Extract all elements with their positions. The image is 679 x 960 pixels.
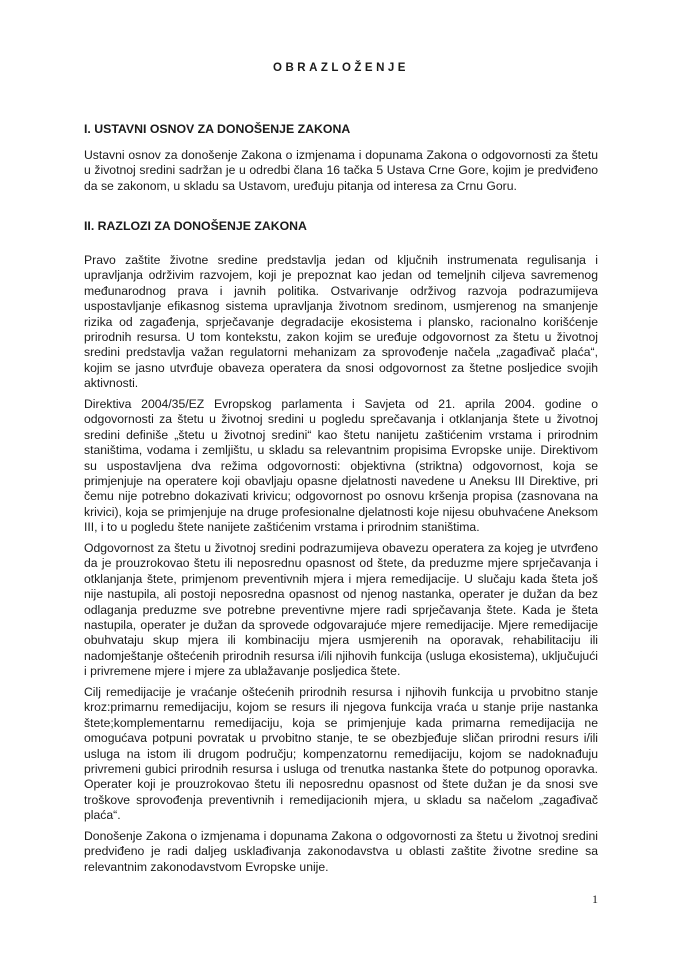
section-heading-ustavni-osnov: I. USTAVNI OSNOV ZA DONOŠENJE ZAKONA xyxy=(84,122,351,136)
paragraph-donosenje-zakona: Donošenje Zakona o izmjenama i dopunama Zakona o odgovornosti za štetu u životnoj sredini predviđeno je radi daljeg usklađivanja zakonodavstva u oblasti zaštite životne sredine sa relevantnim zakonodavstvom Evropske unije. xyxy=(84,829,598,874)
page-number: 1 xyxy=(592,892,598,906)
paragraph-direktiva: Direktiva 2004/35/EZ Evropskog parlamenta i Savjeta od 21. aprila 2004. godine o odgovornosti za štetu u životnoj sredini u pogledu sprečavanja i otklanjanja štete u životnoj sredini definiše „štetu u životnoj sredini“ kao štetu nanijetu zaštićenim vrstama i prirodnim staništima, vodama i zemljištu, u skladu sa relevantnim propisima Evropske unije. Direktivom su uspostavljena dva režima odgovornosti: objektivna (striktna) odgovornost, koja se primjenjuje na operatere koji obavljaju opasne djelatnosti navedene u Aneksu III Direktive, pri čemu nije potrebno dokazivati krivicu; odgovornost po osnovu kršenja propisa (zasnovana na krivici), koja se primjenjuje na druge profesionalne djelatnosti koje nijesu obuhvaćene Aneksom III, i to u pogledu štete nanijete zaštićenim vrstama i prirodnim staništima. xyxy=(84,397,598,535)
paragraph-ustavni-osnov: Ustavni osnov za donošenje Zakona o izmjenama i dopunama Zakona o odgovornosti za štetu u životnoj sredini sadržan je u odredbi člana 16 tačka 5 Ustava Crne Gore, kojim je predviđeno da se zakonom, u skladu sa Ustavom, uređuju pitanja od interesa za Crnu Goru. xyxy=(84,148,598,193)
document-title: OBRAZLOŽENJE xyxy=(273,62,409,74)
section-heading-razlozi: II. RAZLOZI ZA DONOŠENJE ZAKONA xyxy=(84,219,307,233)
paragraph-cilj-remedijacije: Cilj remedijacije je vraćanje oštećenih prirodnih resursa i njihovih funkcija u prvobitno stanje kroz:primarnu remedijaciju, kojom se resurs ili njegova funkcija vraća u stanje prije nastanka štete;komplementarnu remedijaciju, koja se primjenjuje kada primarna remedijacija ne omogućava potpuni povratak u prvobitno stanje, te se obezbjeđuje sličan prirodni resurs i/ili usluga na istom ili drugom području; kompenzatornu remedijaciju, kojom se nadoknađuju privremeni gubici prirodnih resursa i usluga od trenutka nastanka štete do potpunog oporavka. Operater koji je prouzrokovao štetu ili neposrednu opasnost od štete dužan je da snosi sve troškove sprovođenja preventivnih i remedijacionih mjera, u skladu sa načelom „zagađivač plaća“. xyxy=(84,685,598,823)
paragraph-odgovornost: Odgovornost za štetu u životnoj sredini podrazumijeva obavezu operatera za kojeg je utvrđeno da je prouzrokovao štetu ili neposrednu opasnost od štete, da preduzme mjere sprječavanja i otklanjanja štete, primjenom preventivnih mjera i mjera remedijacije. U slučaju kada šteta još nije nastupila, ali postoji neposredna opasnost od njenog nastanka, operater je dužan da bez odlaganja preduzme sve potrebne preventivne mjere radi sprječavanja štete. Kada je šteta nastupila, operater je dužan da sprovede odgovarajuće mjere remedijacije. Mjere remedijacije obuhvataju skup mjera ili kombinaciju mjera usmjerenih na oporavak, rehabilitaciju ili nadomještanje oštećenih prirodnih resursa i/ili njihovih funkcija (usluga ekosistema), uključujući i privremene mjere i mjere za ublažavanje posljedica štete. xyxy=(84,541,598,679)
paragraph-pravo-zastite: Pravo zaštite životne sredine predstavlja jedan od ključnih instrumenata regulisanja i upravljanja održivim razvojem, koji je prepoznat kao jedan od temeljnih ciljeva savremenog međunarodnog prava i javnih politika. Ostvarivanje održivog razvoja podrazumijeva uspostavljanje efikasnog sistema upravljanja životnom sredinom, usmjerenog na smanjenje rizika od zagađenja, sprječavanje degradacije ekosistema i plansko, racionalno korišćenje prirodnih resursa. U tom kontekstu, zakon kojim se uređuje odgovornost za štetu u životnoj sredini predstavlja važan regulatorni mehanizam za sprovođenje načela „zagađivač plaća“, kojim se jasno utvrđuje obaveza operatera da snosi odgovornost za štetne posljedice svojih aktivnosti. xyxy=(84,253,598,391)
